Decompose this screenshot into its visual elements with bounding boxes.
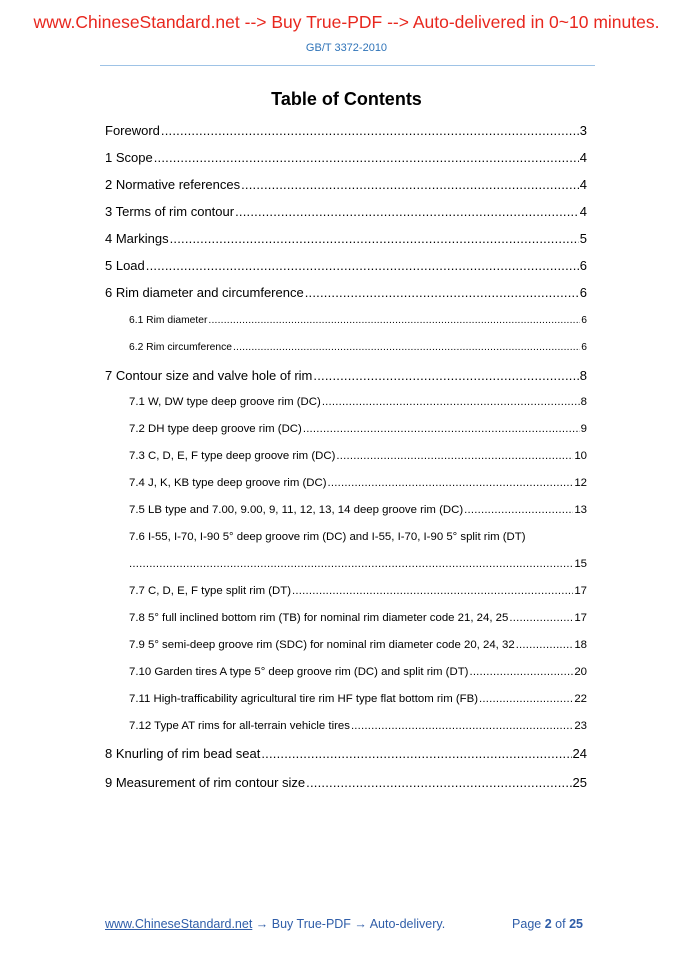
toc-entry-7-10[interactable] [129, 666, 587, 678]
toc-entry-text: 7.5 LB type and 7.00, 9.00, 9, 11, 12, 13, 14 deep groove rim (DC) [129, 504, 464, 516]
toc-entry-5-load[interactable] [105, 258, 587, 273]
dot-leader [328, 477, 574, 489]
toc-page-number: 17 [574, 585, 587, 597]
toc-entry-text: 7.1 W, DW type deep groove rim (DC) [129, 396, 321, 408]
toc-entry-text: 6.1 Rim diameter [129, 315, 208, 326]
toc-page-number: 20 [574, 666, 587, 678]
toc-entry-6-2[interactable] [129, 342, 587, 353]
page-footer [105, 917, 583, 933]
dot-leader [306, 775, 571, 790]
toc-page-number: 25 [572, 775, 587, 790]
page-indicator [512, 917, 583, 931]
toc-entry-text: 7.12 Type AT rims for all-terrain vehicle tires [129, 720, 350, 732]
footer-url-link[interactable]: www.ChineseStandard.net [105, 917, 253, 931]
dot-leader [146, 258, 579, 273]
toc-page-number: 22 [574, 693, 587, 705]
toc-entry-7-8[interactable] [129, 612, 587, 624]
dot-leader [129, 558, 573, 570]
toc-entry-7-7[interactable] [129, 585, 587, 597]
toc-page-number: 24 [572, 746, 587, 761]
dot-leader [336, 450, 573, 462]
toc-entry-text: 7.2 DH type deep groove rim (DC) [129, 423, 302, 435]
dot-leader [292, 585, 573, 597]
toc-entry-7-1[interactable] [129, 396, 587, 408]
banner-link[interactable]: www.ChineseStandard.net --> Buy True-PDF --> Auto-delivered in 0~10 minutes. [33, 12, 660, 32]
toc-entry-foreword[interactable] [105, 123, 587, 138]
dot-leader [170, 231, 579, 246]
toc-entry-text: 4 Markings [105, 231, 169, 246]
toc-entry-text: 2 Normative references [105, 177, 241, 192]
toc-page-number: 8 [579, 368, 587, 383]
toc-page-number: 18 [574, 639, 587, 651]
dot-leader [154, 150, 579, 165]
toc-entry-8-knurling[interactable] [105, 746, 587, 761]
toc-entry-7-11[interactable] [129, 693, 587, 705]
dot-leader [351, 720, 573, 732]
toc-entry-text: 7.9 5° semi-deep groove rim (SDC) for nominal rim diameter code 20, 24, 32 [129, 639, 515, 651]
dot-leader [516, 639, 574, 651]
dot-leader [479, 693, 573, 705]
toc-page-number: 4 [579, 150, 587, 165]
toc-entry-7-12[interactable] [129, 720, 587, 732]
toc-entry-text: 7.6 I-55, I-70, I-90 5° deep groove rim (DC) and I-55, I-70, I-90 5° split rim (DT) [129, 531, 526, 543]
toc-entry-7-9[interactable] [129, 639, 587, 651]
dot-leader [469, 666, 573, 678]
dot-leader [161, 123, 579, 138]
toc-page-number: 6 [579, 285, 587, 300]
toc-page-number: 3 [579, 123, 587, 138]
toc-entry-text: Foreword [105, 123, 160, 138]
toc-page-number: 4 [579, 204, 587, 219]
toc-page-number: 4 [579, 177, 587, 192]
toc-entry-text: 7.10 Garden tires A type 5° deep groove rim (DC) and split rim (DT) [129, 666, 469, 678]
dot-leader [261, 746, 571, 761]
toc-entry-3-terms[interactable] [105, 204, 587, 219]
toc-title: Table of Contents [271, 89, 422, 109]
dot-leader [322, 396, 580, 408]
toc-entry-text: 9 Measurement of rim contour size [105, 775, 306, 790]
dot-leader [464, 504, 573, 516]
toc-entry-6-rim-diameter-circumference[interactable] [105, 285, 587, 300]
toc-page-number: 9 [580, 423, 587, 435]
toc-page-number: 8 [580, 396, 587, 408]
toc-entry-2-normative-references[interactable] [105, 177, 587, 192]
toc-entry-7-5[interactable] [129, 504, 587, 516]
toc-entry-9-measurement[interactable] [105, 775, 587, 790]
toc-entry-leader-line [129, 558, 587, 570]
page-current: 2 [544, 917, 552, 931]
dot-leader [303, 423, 580, 435]
toc-entry-text: 7.7 C, D, E, F type split rim (DT) [129, 585, 292, 597]
toc-page-number: 6 [581, 342, 587, 353]
page-total: 25 [569, 917, 583, 931]
toc-entry-text: 8 Knurling of rim bead seat [105, 746, 261, 761]
toc-page-number: 15 [574, 558, 587, 570]
toc-entry-7-2[interactable] [129, 423, 587, 435]
footer-promo[interactable] [105, 917, 445, 931]
toc-page-number: 17 [574, 612, 587, 624]
toc-entry-text: 7.3 C, D, E, F type deep groove rim (DC) [129, 450, 336, 462]
toc-page-number: 23 [574, 720, 587, 732]
toc-entry-text: 7.11 High-trafficability agricultural tire rim HF type flat bottom rim (FB) [129, 693, 478, 705]
toc-entry-text: 7.8 5° full inclined bottom rim (TB) for nominal rim diameter code 21, 24, 25 [129, 612, 509, 624]
toc-entry-text: 6.2 Rim circumference [129, 342, 232, 353]
dot-leader [509, 612, 573, 624]
footer-promo-text: → Buy True-PDF → Auto-delivery. [252, 917, 446, 931]
toc-entry-text: 7.4 J, K, KB type deep groove rim (DC) [129, 477, 327, 489]
dot-leader [235, 204, 579, 219]
dot-leader [313, 368, 578, 383]
toc-entry-7-contour-size[interactable] [105, 368, 587, 383]
toc-entry-4-markings[interactable] [105, 231, 587, 246]
toc-page-number: 6 [579, 258, 587, 273]
toc-page-number: 13 [574, 504, 587, 516]
page-of-label: of [555, 917, 566, 931]
toc-page-number: 6 [581, 315, 587, 326]
toc-entry-1-scope[interactable] [105, 150, 587, 165]
header-divider [100, 65, 595, 66]
toc-entry-text: 3 Terms of rim contour [105, 204, 235, 219]
toc-page-number: 12 [574, 477, 587, 489]
toc-entry-text: 7 Contour size and valve hole of rim [105, 368, 313, 383]
toc-entry-text: 1 Scope [105, 150, 153, 165]
dot-leader [305, 285, 579, 300]
toc-entry-text: 5 Load [105, 258, 145, 273]
dot-leader [241, 177, 579, 192]
dot-leader [208, 315, 580, 326]
document-id: GB/T 3372-2010 [305, 42, 388, 54]
toc-entry-7-4[interactable] [129, 477, 587, 489]
toc-entry-6-1[interactable] [129, 315, 587, 326]
toc-page-number: 5 [579, 231, 587, 246]
dot-leader [233, 342, 580, 353]
toc-entry-7-3[interactable] [129, 450, 587, 462]
table-of-contents [0, 118, 693, 798]
toc-entry-text: 6 Rim diameter and circumference [105, 285, 304, 300]
toc-page-number: 10 [574, 450, 587, 462]
page-label: Page [512, 917, 542, 931]
